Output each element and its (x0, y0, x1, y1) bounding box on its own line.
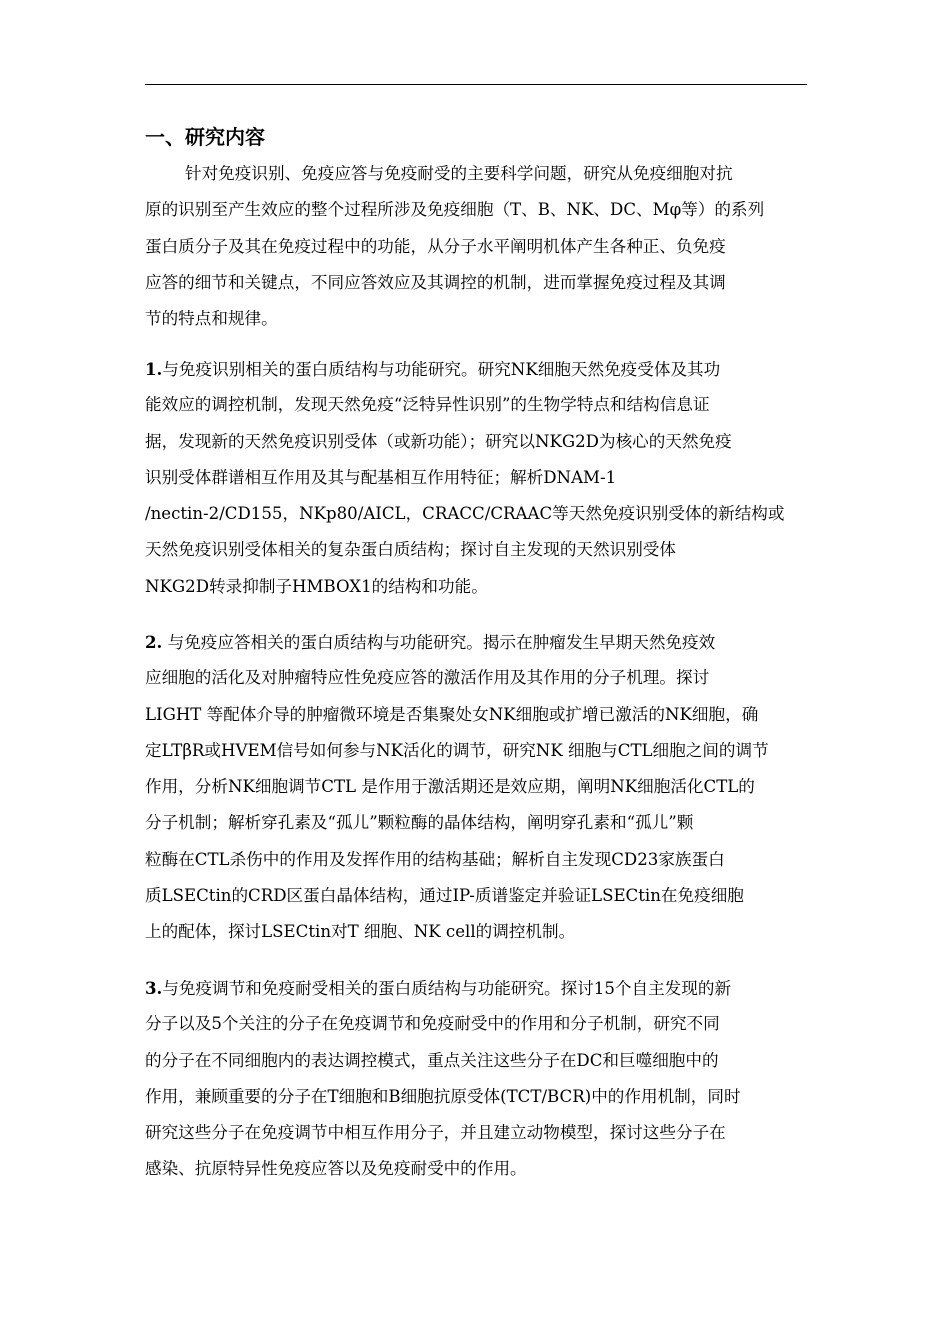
item-line: 的分子在不同细胞内的表达调控模式，重点关注这些分子在DC和巨噬细胞中的 (145, 1050, 719, 1070)
item-line: 研究这些分子在免疫调节中相互作用分子，并且建立动物模型，探讨这些分子在 (145, 1123, 726, 1143)
item-text: 与免疫识别相关的蛋白质结构与功能研究。研究NK细胞天然免疫受体及其功 (162, 360, 721, 379)
item-line: 感染、抗原特异性免疫应答以及免疫耐受中的作用。 (145, 1159, 527, 1179)
item-line: 识别受体群谱相互作用及其与配基相互作用特征；解析DNAM-1 (145, 467, 617, 487)
item-line: 分子以及5个关注的分子在免疫调节和免疫耐受中的作用和分子机制，研究不同 (145, 1014, 720, 1034)
item-line: 分子机制；解析穿孔素及“孤儿”颗粒酶的晶体结构，阐明穿孔素和“孤儿”颗 (145, 813, 694, 833)
item-number: 1. (145, 359, 163, 379)
header-rule (145, 84, 807, 85)
item-first-line (145, 624, 807, 660)
item-first-line (145, 351, 807, 387)
intro-line: 针对免疫识别、免疫应答与免疫耐受的主要科学问题，研究从免疫细胞对抗 (185, 164, 733, 183)
intro-paragraph (145, 156, 807, 337)
research-item-1 (145, 351, 807, 605)
item-line: LIGHT 等配体介导的肿瘤微环境是否集聚处女NK细胞或扩增已激活的NK细胞，确 (145, 704, 759, 724)
intro-line: 原的识别至产生效应的整个过程所涉及免疫细胞（T、B、NK、DC、Mφ等）的系列 (145, 200, 765, 220)
research-item-2 (145, 624, 807, 951)
item-number: 2. (145, 632, 163, 652)
item-first-line (145, 970, 807, 1006)
item-line: 应细胞的活化及对肿瘤特应性免疫应答的激活作用及其作用的分子机理。探讨 (145, 668, 710, 688)
item-line: 据，发现新的天然免疫识别受体（或新功能）；研究以NKG2D为核心的天然免疫 (145, 431, 732, 451)
item-line: 粒酶在CTL杀伤中的作用及发挥作用的结构基础；解析自主发现CD23家族蛋白 (145, 849, 725, 869)
item-text: 与免疫应答相关的蛋白质结构与功能研究。揭示在肿瘤发生早期天然免疫效 (162, 633, 716, 652)
item-line: 定LTβR或HVEM信号如何参与NK活化的调节，研究NK 细胞与CTL细胞之间的调节 (145, 740, 769, 760)
intro-line: 应答的细节和关键点，不同应答效应及其调控的机制，进而掌握免疫过程及其调 (145, 272, 726, 292)
item-line: 天然免疫识别受体相关的复杂蛋白质结构；探讨自主发现的天然识别受体 (145, 540, 676, 560)
item-line: 上的配体，探讨LSECtin对T 细胞、NK cell的调控机制。 (145, 922, 576, 942)
section-heading: 一、研究内容 (145, 125, 265, 149)
item-line: 能效应的调控机制，发现天然免疫“泛特异性识别”的生物学特点和结构信息证 (145, 395, 710, 415)
item-line: 作用，兼顾重要的分子在T细胞和B细胞抗原受体(TCT/BCR)中的作用机制，同时 (145, 1086, 741, 1106)
intro-line: 蛋白质分子及其在免疫过程中的功能，从分子水平阐明机体产生各种正、负免疫 (145, 236, 726, 256)
item-number: 3. (145, 978, 163, 998)
intro-line: 节的特点和规律。 (145, 309, 278, 329)
item-text: 与免疫调节和免疫耐受相关的蛋白质结构与功能研究。探讨15个自主发现的新 (162, 979, 732, 998)
item-line: /nectin-2/CD155，NKp80/AICL，CRACC/CRAAC等天然免疫识别受体的新结构或 (145, 504, 785, 524)
item-line: 作用，分析NK细胞调节CTL 是作用于激活期还是效应期，阐明NK细胞活化CTL的 (145, 777, 755, 797)
research-item-3 (145, 970, 807, 1188)
item-line: 质LSECtin的CRD区蛋白晶体结构，通过IP-质谱鉴定并验证LSECtin在免疫细胞 (145, 886, 744, 906)
item-line: NKG2D转录抑制子HMBOX1的结构和功能。 (145, 576, 488, 596)
